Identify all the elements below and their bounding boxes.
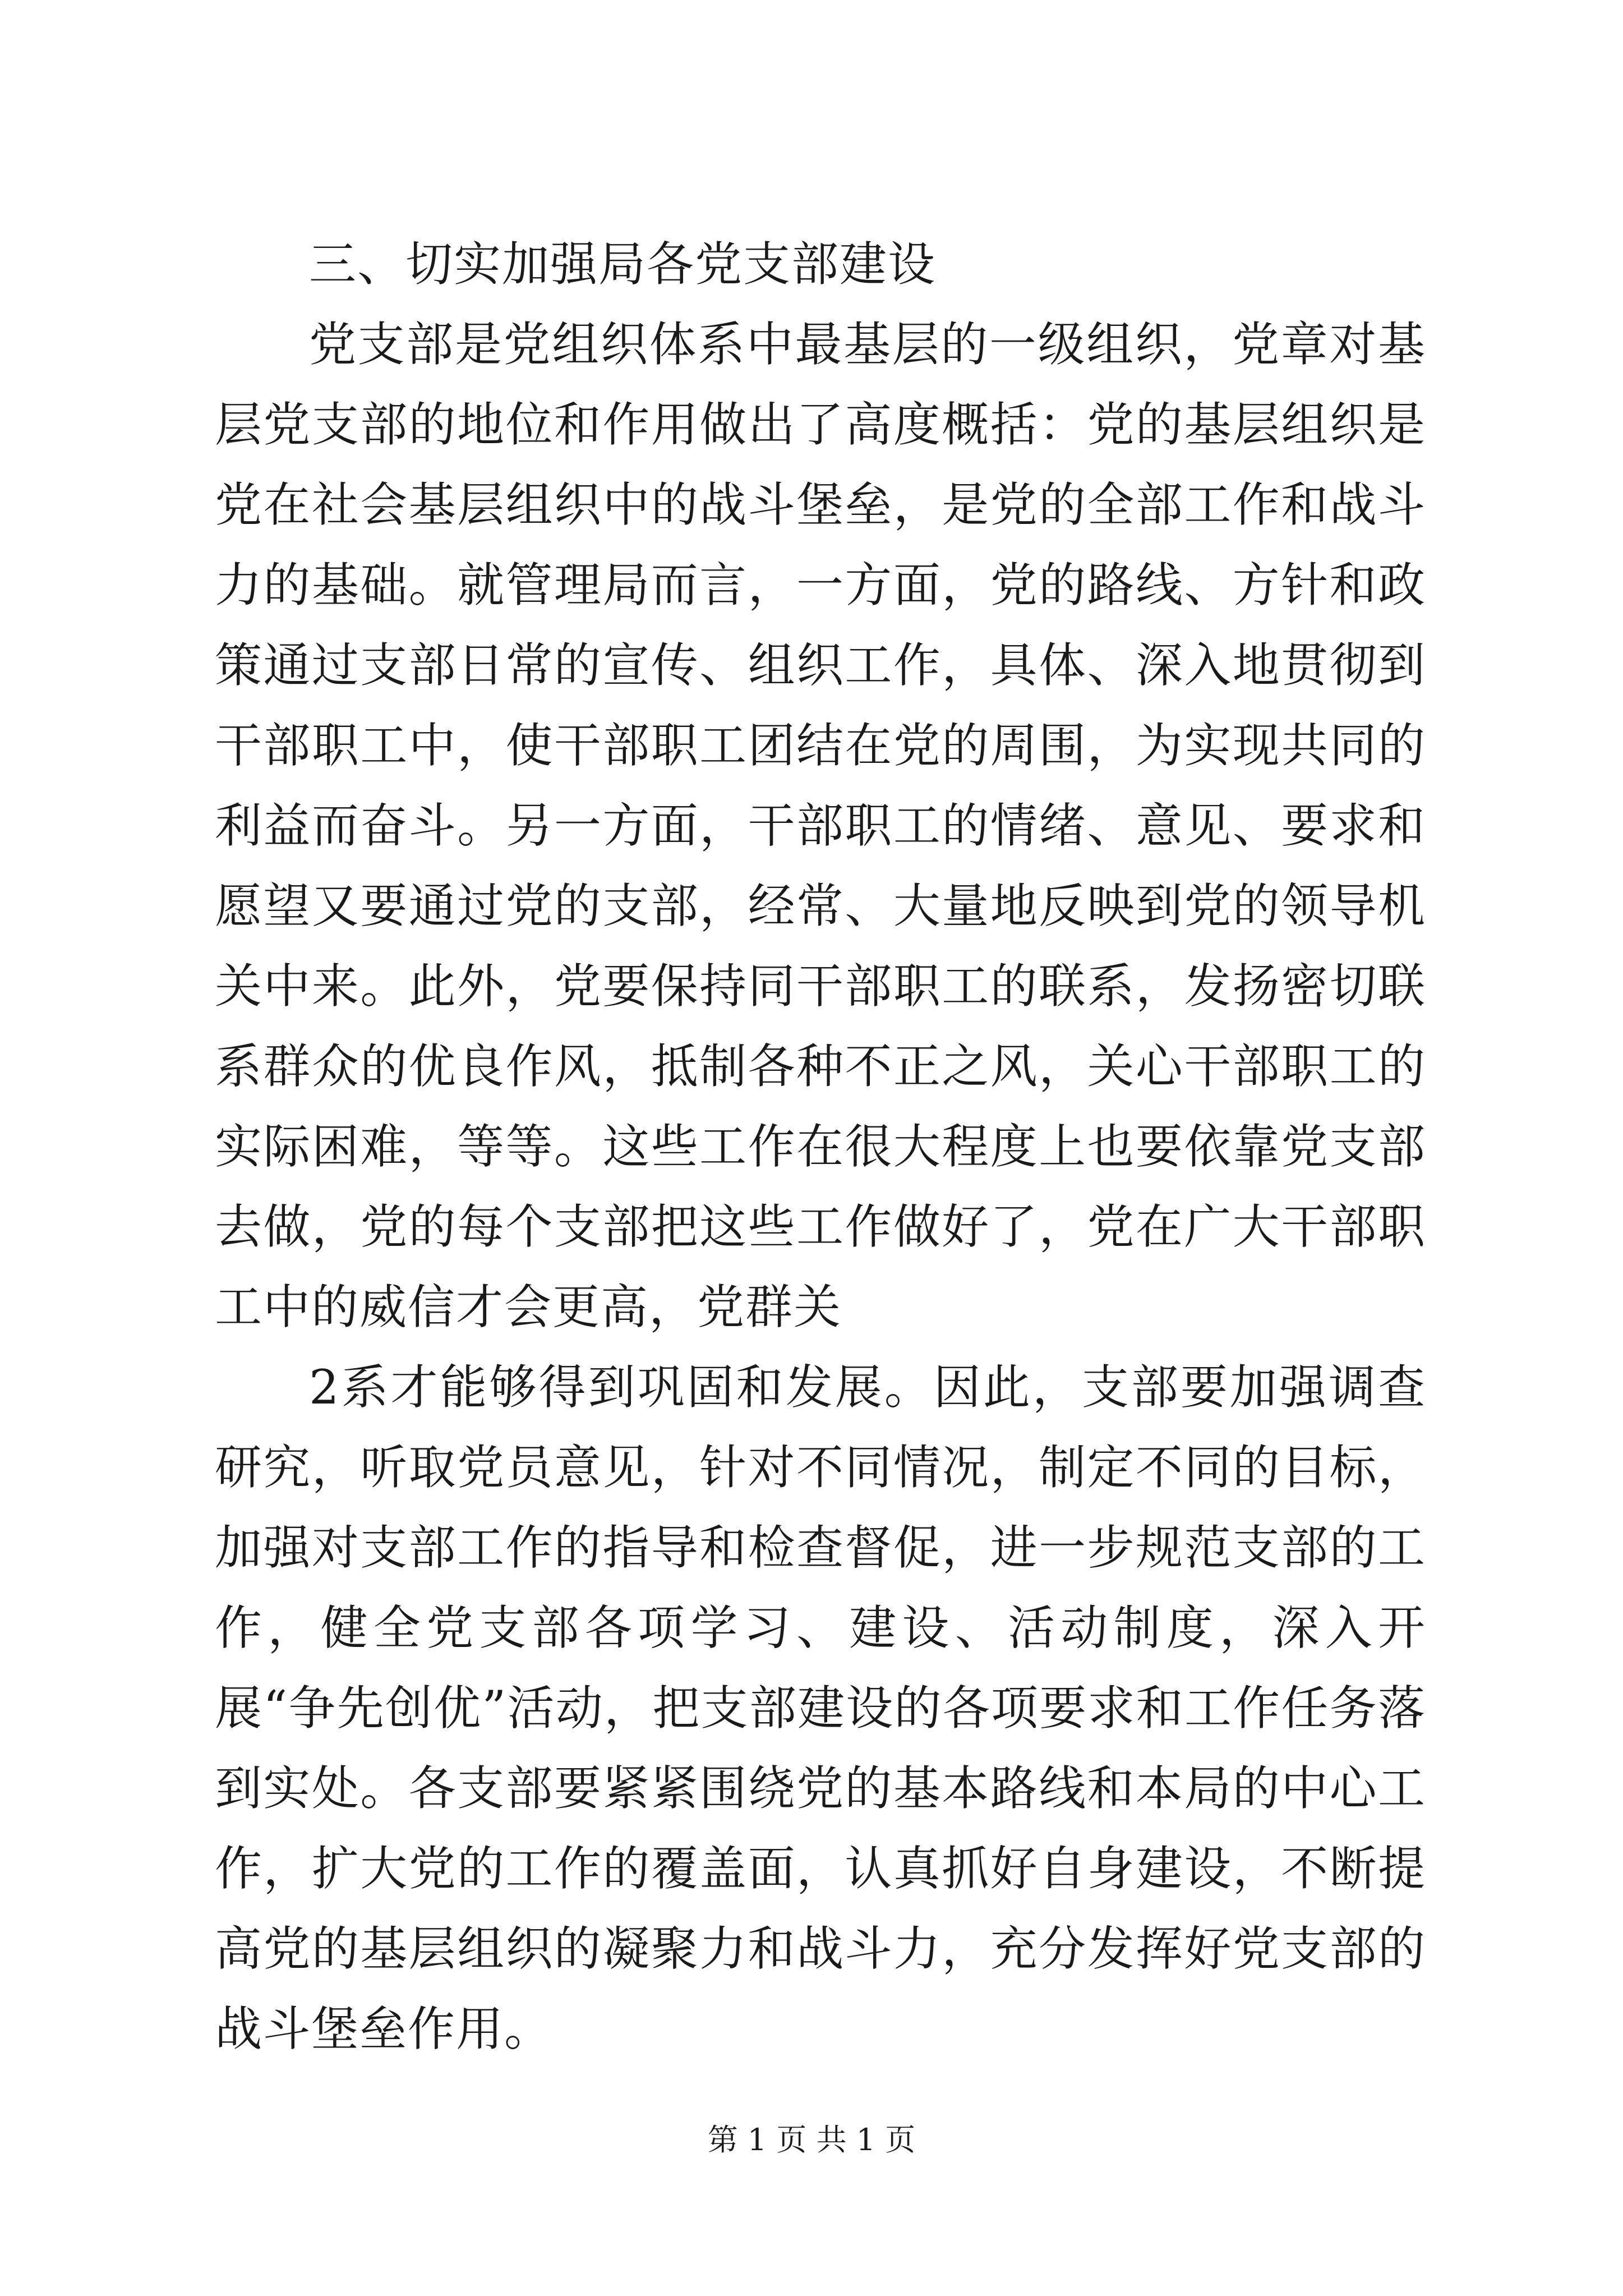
document-body bbox=[215, 224, 1426, 2069]
paragraph-2: 2系才能够得到巩固和发展。因此，支部要加强调查研究，听取党员意见，针对不同情况，制定不同的目标，加强对支部工作的指导和检查督促，进一步规范支部的工作，健全党支部各项学习、建设、活动制度，深入开展“争先创优”活动，把支部建设的各项要求和工作任务落到实处。各支部要紧紧围绕党的基本路线和本局的中心工作，扩大党的工作的覆盖面，认真抓好自身建设，不断提高党的基层组织的凝聚力和战斗力，充分发挥好党支部的战斗堡垒作用。 bbox=[215, 1360, 1426, 2056]
page-footer: 第 1 页 共 1 页 bbox=[707, 2122, 916, 2157]
section-heading: 三、切实加强局各党支部建设 bbox=[309, 237, 937, 292]
paragraph-1: 党支部是党组织体系中最基层的一级组织，党章对基层党支部的地位和作用做出了高度概括：党的基层组织是党在社会基层组织中的战斗堡垒，是党的全部工作和战斗力的基础。就管理局而言，一方面，党的路线、方针和政策通过支部日常的宣传、组织工作，具体、深入地贯彻到干部职工中，使干部职工团结在党的周围，为实现共同的利益而奋斗。另一方面，干部职工的情绪、意见、要求和愿望又要通过党的支部，经常、大量地反映到党的领导机关中来。此外，党要保持同干部职工的联系，发扬密切联系群众的优良作风，抵制各种不正之风，关心干部职工的实际困难，等等。这些工作在很大程度上也要依靠党支部去做，党的每个支部把这些工作做好了，党在广大干部职工中的威信才会更高，党群关 bbox=[215, 317, 1426, 1335]
